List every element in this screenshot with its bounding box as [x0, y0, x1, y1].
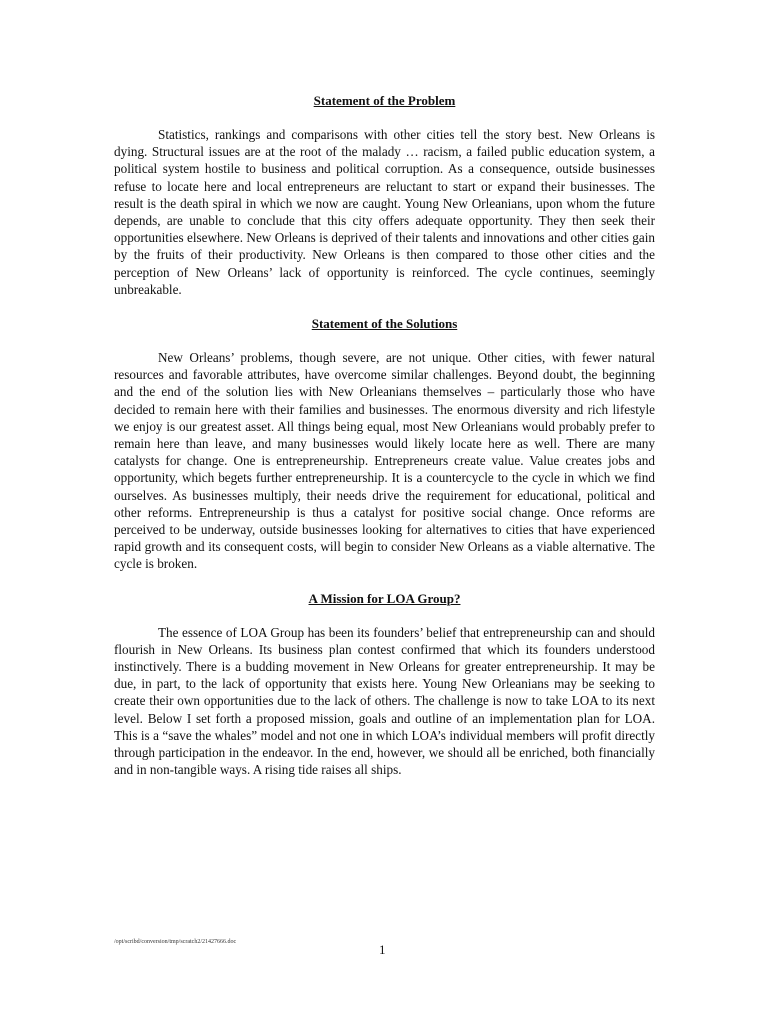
heading-mission-for-loa: A Mission for LOA Group? [308, 590, 461, 606]
footer-file-path: /opt/scribd/conversion/tmp/scratch2/21427666.doc [114, 939, 237, 945]
heading-statement-of-solutions: Statement of the Solutions [311, 316, 458, 332]
paragraph-solutions: New Orleans’ problems, though severe, are not unique. Other cities, with fewer natural resources and favorable attributes, have overcome similar challenges. Beyond doubt, the beginning and the end of the solution lies with New Orleanians themselves – particularly those who have decided to remain here with their families and businesses. The enormous diversity and rich lifestyle we enjoy is our greatest asset. All things being equal, most New Orleanians would probably prefer to remain here than leave, and many businesses would likely locate here as well. There are many catalysts for change. One is entrepreneurship. Entrepreneurs create value. Value creates jobs and opportunity, which begets further entrepreneurship. It is a countercycle to the cycle in which we find ourselves. As businesses multiply, their needs drive the requirement for educational, political and other reforms. Entrepreneurship is thus a catalyst for positive social change. Once reforms are perceived to be underway, outside businesses looking for alternatives to cities that have experienced rapid growth and its consequent costs, will begin to consider New Orleans as a viable alternative. The cycle is broken. [114, 350, 655, 572]
page-number: 1 [379, 942, 386, 957]
heading-statement-of-problem: Statement of the Problem [313, 93, 456, 108]
document-body [114, 92, 655, 796]
paragraph-problem: Statistics, rankings and comparisons with other cities tell the story best. New Orleans is dying. Structural issues are at the root of the malady … racism, a failed public education system, a political system hostile to business and political corruption. As a consequence, outside businesses refuse to locate here and local entrepreneurs are reluctant to start or expand their businesses. The result is the death spiral in which we now are caught. Young New Orleanians, upon whom the future depends, are unable to conclude that this city offers adequate opportunity. They then seek their opportunities elsewhere. New Orleans is deprived of their talents and innovations and other cities gain by the fruits of their productivity. New Orleans is then compared to those other cities and the perception of New Orleans’ lack of opportunity is reinforced. The cycle continues, seemingly unbreakable. [114, 127, 655, 297]
paragraph-mission: The essence of LOA Group has been its founders’ belief that entrepreneurship can and should flourish in New Orleans. Its business plan contest confirmed that which its founders understood instinctively. There is a budding movement in New Orleans for greater entrepreneurship. It may be due, in part, to the lack of opportunity that exists here. Young New Orleanians may be seeking to create their own opportunities due to the lack of others. The challenge is now to take LOA to its next level. Below I set forth a proposed mission, goals and outline of an implementation plan for LOA. This is a “save the whales” model and not one in which LOA’s individual members will profit directly through participation in the endeavor. In the end, however, we should all be enriched, both financially and in non-tangible ways. A rising tide raises all ships. [114, 624, 655, 778]
